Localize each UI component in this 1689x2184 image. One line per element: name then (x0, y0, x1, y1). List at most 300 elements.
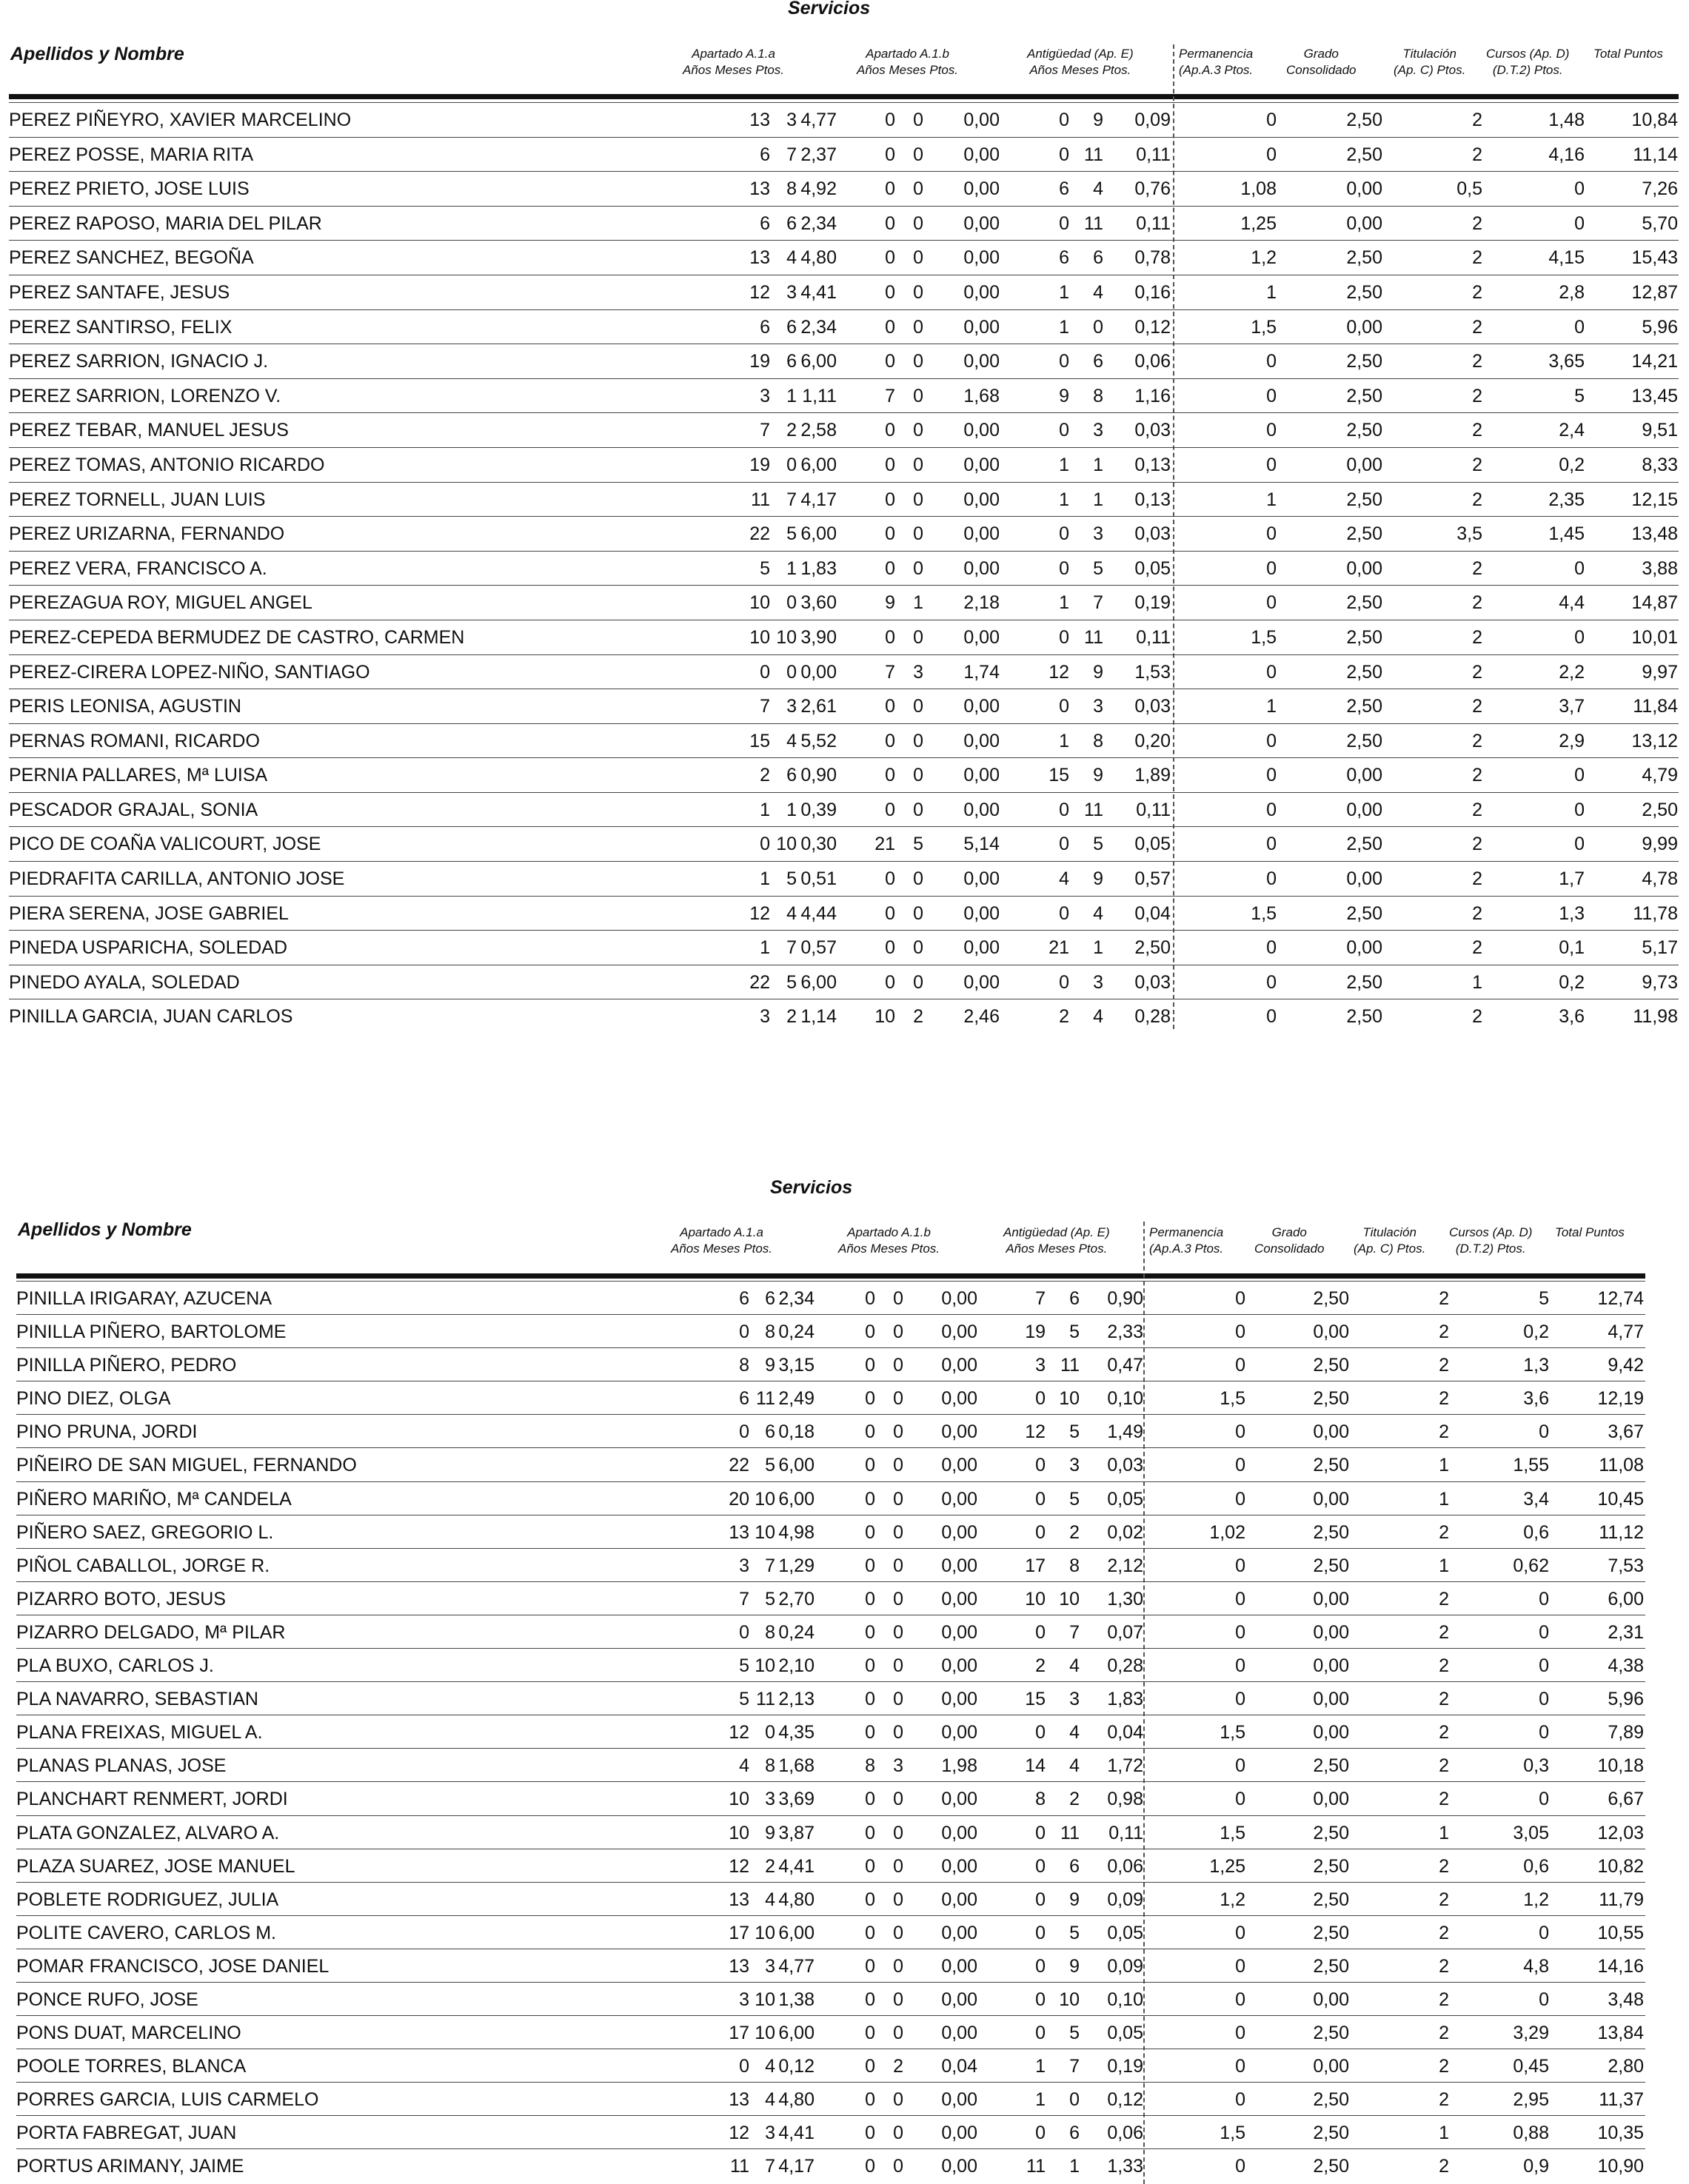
cell-total: 13,84 (1597, 2023, 1644, 2044)
cell-ant-meses: 4 (1069, 1655, 1080, 1677)
cell-a1b-meses: 0 (893, 2156, 903, 2177)
cell-permanencia: 1,2 (1251, 247, 1277, 269)
table-row (9, 757, 1679, 792)
cell-a1b-ptos: 0,00 (941, 1722, 977, 1743)
cell-total: 11,98 (1633, 1006, 1678, 1028)
cell-ant-anos: 6 (1059, 178, 1069, 200)
cell-permanencia: 1,02 (1209, 1521, 1245, 1543)
cell-total: 10,35 (1597, 2123, 1644, 2144)
cell-a1a-ptos: 2,34 (800, 316, 837, 338)
cell-total: 10,55 (1597, 1922, 1644, 1943)
cell-a1a-ptos: 3,87 (778, 1822, 815, 1843)
cell-a1b-meses: 0 (913, 489, 923, 510)
cell-ant-anos: 0 (1035, 1955, 1046, 1977)
cell-a1a-anos: 8 (739, 1355, 749, 1376)
cell-a1a-meses: 4 (765, 2056, 775, 2077)
cell-cursos: 0 (1539, 1655, 1549, 1677)
cell-cursos: 0,6 (1523, 1855, 1549, 1877)
cell-a1b-meses: 0 (893, 1855, 903, 1877)
cell-ant-ptos: 0,06 (1107, 1855, 1143, 1877)
cell-a1b-anos: 0 (865, 1955, 875, 1977)
cell-grado: 2,50 (1313, 1855, 1349, 1877)
cell-a1a-meses: 1 (786, 385, 797, 406)
cell-permanencia: 0 (1235, 1689, 1245, 1710)
cell-a1a-meses: 3 (786, 281, 797, 303)
cell-name: PONS DUAT, MARCELINO (16, 2023, 241, 2044)
cell-grado: 2,50 (1313, 1755, 1349, 1777)
cell-ant-anos: 14 (1025, 1755, 1046, 1777)
cell-ant-ptos: 1,53 (1134, 661, 1171, 683)
cell-titulacion: 2 (1472, 834, 1482, 855)
cell-ant-meses: 8 (1093, 730, 1103, 751)
cell-ant-anos: 0 (1035, 1455, 1046, 1476)
cell-a1b-anos: 0 (865, 1588, 875, 1609)
cell-a1a-meses: 4 (786, 902, 797, 924)
cell-cursos: 5 (1574, 385, 1585, 406)
cell-titulacion: 2 (1472, 730, 1482, 751)
cell-ant-meses: 5 (1069, 1322, 1080, 1343)
cell-cursos: 3,6 (1559, 1006, 1585, 1028)
cell-a1a-anos: 6 (739, 1288, 749, 1309)
cell-ant-anos: 0 (1059, 557, 1069, 579)
cell-ant-meses: 9 (1093, 110, 1103, 130)
cell-cursos: 0 (1574, 765, 1585, 786)
cell-cursos: 4,8 (1523, 1955, 1549, 1977)
cell-ant-ptos: 0,10 (1107, 1989, 1143, 2010)
cell-ant-meses: 6 (1093, 247, 1103, 269)
cell-a1a-ptos: 4,41 (778, 2123, 815, 2144)
cell-a1b-anos: 0 (885, 110, 895, 130)
cell-total: 5,96 (1642, 316, 1678, 338)
cell-a1a-meses: 6 (786, 765, 797, 786)
cell-ant-meses: 11 (1060, 1355, 1080, 1376)
cell-a1b-ptos: 0,00 (963, 420, 1000, 441)
cell-grado: 0,00 (1313, 1588, 1349, 1609)
table-body (9, 102, 1679, 1034)
cell-titulacion: 2 (1439, 1288, 1449, 1309)
cell-cursos: 0 (1539, 1989, 1549, 2010)
cell-permanencia: 0 (1235, 2056, 1245, 2077)
cell-a1a-anos: 6 (760, 212, 770, 234)
cell-a1a-meses: 7 (786, 489, 797, 510)
cell-total: 3,88 (1642, 557, 1678, 579)
cell-ant-ptos: 0,11 (1136, 144, 1171, 165)
cell-a1b-anos: 0 (885, 557, 895, 579)
cell-a1b-anos: 0 (865, 1621, 875, 1643)
cell-a1a-anos: 12 (749, 281, 770, 303)
cell-grado: 0,00 (1313, 2056, 1349, 2077)
cell-a1a-anos: 7 (760, 696, 770, 717)
cell-ant-meses: 11 (1060, 1822, 1080, 1843)
cell-a1a-anos: 1 (760, 868, 770, 890)
cell-ant-anos: 7 (1035, 1288, 1046, 1309)
cell-a1a-ptos: 3,90 (800, 626, 837, 648)
cell-name: PINILLA IRIGARAY, AZUCENA (16, 1288, 272, 1309)
cell-a1b-anos: 0 (865, 1655, 875, 1677)
cell-a1a-meses: 3 (765, 1789, 775, 1810)
cell-a1a-anos: 15 (749, 730, 770, 751)
cell-a1b-meses: 0 (913, 178, 923, 200)
cell-a1b-ptos: 0,00 (941, 1889, 977, 1910)
cell-permanencia: 0 (1235, 1355, 1245, 1376)
table-row (9, 102, 1679, 137)
cell-titulacion: 2 (1439, 1755, 1449, 1777)
cell-a1a-anos: 12 (749, 902, 770, 924)
cell-name: POBLETE RODRIGUEZ, JULIA (16, 1889, 279, 1910)
cell-total: 13,12 (1631, 730, 1678, 751)
cell-a1a-anos: 10 (729, 1789, 749, 1810)
cell-name: PINO DIEZ, OLGA (16, 1388, 171, 1410)
cell-a1a-meses: 5 (786, 971, 797, 993)
cell-permanencia: 0 (1235, 1621, 1245, 1643)
cell-a1a-ptos: 0,39 (800, 799, 837, 820)
cell-a1b-anos: 7 (885, 661, 895, 683)
cell-a1b-meses: 2 (893, 2056, 903, 2077)
table-body (16, 1281, 1645, 2183)
cell-ant-meses: 0 (1093, 316, 1103, 338)
cell-cursos: 3,7 (1559, 696, 1585, 717)
cell-total: 10,01 (1631, 626, 1678, 648)
cell-cursos: 1,3 (1523, 1355, 1549, 1376)
cell-a1a-ptos: 2,58 (800, 420, 837, 441)
cell-a1b-meses: 0 (913, 868, 923, 890)
cell-cursos: 0 (1574, 178, 1585, 200)
cell-permanencia: 0 (1235, 1989, 1245, 2010)
header-name: Apellidos y Nombre (10, 44, 184, 64)
cell-ant-meses: 2 (1069, 1521, 1080, 1543)
cell-grado: 2,50 (1313, 2023, 1349, 2044)
cell-ant-meses: 3 (1093, 696, 1103, 717)
cell-ant-anos: 1 (1035, 2089, 1046, 2111)
table-row (16, 1648, 1645, 1681)
cell-cursos: 2,8 (1559, 281, 1585, 303)
cell-a1a-ptos: 4,41 (778, 1855, 815, 1877)
cell-a1b-meses: 0 (893, 1789, 903, 1810)
cell-ant-ptos: 0,03 (1107, 1455, 1143, 1476)
cell-a1a-anos: 3 (739, 1555, 749, 1576)
cell-a1a-ptos: 4,80 (778, 1889, 815, 1910)
cell-a1a-anos: 7 (760, 420, 770, 441)
cell-a1b-ptos: 0,00 (963, 868, 1000, 890)
cell-ant-ptos: 0,03 (1134, 420, 1171, 441)
cell-total: 11,37 (1599, 2089, 1644, 2111)
cell-a1a-anos: 13 (729, 1889, 749, 1910)
cell-a1b-ptos: 0,00 (963, 316, 1000, 338)
cell-ant-anos: 10 (1025, 1588, 1046, 1609)
cell-total: 9,97 (1642, 661, 1678, 683)
cell-grado: 2,50 (1313, 1922, 1349, 1943)
cell-ant-meses: 1 (1069, 2156, 1080, 2177)
cell-a1b-anos: 0 (885, 523, 895, 545)
cell-a1a-ptos: 6,00 (800, 971, 837, 993)
cell-ant-anos: 6 (1059, 247, 1069, 269)
cell-titulacion: 2 (1439, 1588, 1449, 1609)
cell-a1b-ptos: 0,04 (941, 2056, 977, 2077)
cell-a1b-meses: 0 (913, 212, 923, 234)
cell-permanencia: 1,5 (1220, 1822, 1245, 1843)
cell-a1b-ptos: 0,00 (963, 110, 1000, 130)
cell-cursos: 0 (1574, 557, 1585, 579)
cell-grado: 2,50 (1346, 144, 1382, 165)
cell-permanencia: 1,08 (1240, 178, 1277, 200)
cell-titulacion: 2 (1472, 385, 1482, 406)
cell-a1a-ptos: 4,92 (800, 178, 837, 200)
cell-total: 9,42 (1608, 1355, 1644, 1376)
table-row (16, 1915, 1645, 1949)
cell-a1a-ptos: 4,80 (778, 2089, 815, 2111)
cell-a1b-meses: 0 (913, 799, 923, 820)
cell-titulacion: 1 (1439, 1555, 1449, 1576)
cell-permanencia: 0 (1266, 799, 1277, 820)
cell-name: PINO PRUNA, JORDI (16, 1421, 198, 1443)
cell-name: PEREZ URIZARNA, FERNANDO (9, 523, 285, 545)
cell-a1a-anos: 0 (739, 1421, 749, 1443)
cell-a1a-anos: 7 (739, 1588, 749, 1609)
cell-ant-anos: 4 (1059, 868, 1069, 890)
cell-a1a-anos: 0 (760, 661, 770, 683)
cell-a1a-meses: 8 (765, 1621, 775, 1643)
cell-a1a-meses: 6 (786, 351, 797, 372)
cell-cursos: 0,62 (1513, 1555, 1549, 1576)
cell-a1a-ptos: 6,00 (800, 523, 837, 545)
cell-a1a-ptos: 1,38 (778, 1989, 815, 2010)
cell-permanencia: 0 (1266, 661, 1277, 683)
cell-a1a-anos: 6 (760, 316, 770, 338)
cell-a1a-anos: 19 (749, 454, 770, 475)
cell-a1a-anos: 12 (729, 2123, 749, 2144)
cell-a1a-ptos: 1,11 (802, 385, 837, 406)
cell-ant-anos: 0 (1035, 1855, 1046, 1877)
cell-permanencia: 0 (1266, 557, 1277, 579)
cell-a1b-anos: 0 (885, 799, 895, 820)
cell-ant-meses: 10 (1059, 1989, 1080, 2010)
cell-ant-ptos: 0,47 (1107, 1355, 1143, 1376)
cell-a1a-ptos: 1,83 (800, 557, 837, 579)
cell-grado: 2,50 (1346, 730, 1382, 751)
cell-a1b-ptos: 0,00 (941, 1322, 977, 1343)
cell-permanencia: 0 (1235, 1789, 1245, 1810)
cell-permanencia: 1,5 (1220, 1388, 1245, 1410)
cell-name: PLATA GONZALEZ, ALVARO A. (16, 1822, 280, 1843)
cell-total: 8,33 (1642, 454, 1678, 475)
cell-a1b-anos: 8 (865, 1755, 875, 1777)
cell-total: 3,48 (1608, 1989, 1644, 2010)
table-row (16, 1481, 1645, 1515)
cell-total: 2,31 (1608, 1621, 1644, 1643)
cell-permanencia: 0 (1235, 1288, 1245, 1309)
cell-name: PINEDA USPARICHA, SOLEDAD (9, 937, 288, 959)
cell-a1b-anos: 0 (865, 1922, 875, 1943)
cell-name: PEREZ POSSE, MARIA RITA (9, 144, 254, 165)
cell-name: PONCE RUFO, JOSE (16, 1989, 198, 2010)
cell-permanencia: 0 (1235, 2156, 1245, 2177)
section-title: Servicios (770, 1177, 853, 1198)
cell-a1b-anos: 0 (865, 1722, 875, 1743)
cell-cursos: 4,4 (1559, 592, 1585, 614)
cell-ant-ptos: 0,98 (1107, 1789, 1143, 1810)
cell-name: PEREZAGUA ROY, MIGUEL ANGEL (9, 592, 312, 614)
cell-ant-meses: 7 (1069, 1621, 1080, 1643)
cell-grado: 2,50 (1346, 592, 1382, 614)
cell-ant-meses: 5 (1093, 557, 1103, 579)
cell-a1b-anos: 0 (885, 144, 895, 165)
cell-grado: 0,00 (1346, 316, 1382, 338)
cell-cursos: 0 (1574, 626, 1585, 648)
cell-grado: 0,00 (1346, 937, 1382, 959)
cell-cursos: 1,55 (1513, 1455, 1549, 1476)
cell-a1a-meses: 10 (755, 1989, 775, 2010)
cell-a1b-ptos: 0,00 (963, 730, 1000, 751)
cell-a1b-meses: 0 (893, 2023, 903, 2044)
cell-a1b-meses: 0 (893, 1621, 903, 1643)
cell-a1b-ptos: 0,00 (963, 937, 1000, 959)
cell-permanencia: 0 (1235, 1488, 1245, 1510)
table-row (9, 792, 1679, 827)
cell-permanencia: 1,5 (1251, 626, 1277, 648)
cell-ant-meses: 8 (1069, 1555, 1080, 1576)
cell-a1b-meses: 0 (893, 1889, 903, 1910)
cell-grado: 2,50 (1313, 1889, 1349, 1910)
cell-permanencia: 0 (1266, 765, 1277, 786)
cell-ant-ptos: 0,10 (1107, 1388, 1143, 1410)
cell-a1b-meses: 0 (893, 1521, 903, 1543)
cell-ant-meses: 9 (1093, 765, 1103, 786)
cell-a1b-ptos: 0,00 (941, 1355, 977, 1376)
table-row (9, 171, 1679, 206)
cell-a1a-ptos: 2,49 (778, 1388, 815, 1410)
cell-a1b-meses: 0 (913, 316, 923, 338)
cell-cursos: 0 (1539, 1588, 1549, 1609)
cell-grado: 2,50 (1313, 1388, 1349, 1410)
table-row (9, 240, 1679, 275)
cell-ant-anos: 11 (1026, 2156, 1046, 2177)
cell-ant-ptos: 0,12 (1134, 316, 1171, 338)
cell-ant-meses: 8 (1093, 385, 1103, 406)
cell-ant-ptos: 0,28 (1134, 1006, 1171, 1028)
cell-cursos: 0,2 (1523, 1322, 1549, 1343)
cell-ant-ptos: 0,12 (1107, 2089, 1143, 2111)
cell-a1b-ptos: 1,74 (963, 661, 1000, 683)
cell-a1b-meses: 0 (913, 385, 923, 406)
cell-grado: 0,00 (1346, 557, 1382, 579)
cell-total: 2,80 (1608, 2056, 1644, 2077)
cell-ant-ptos: 1,49 (1107, 1421, 1143, 1443)
cell-name: PEREZ SARRION, LORENZO V. (9, 385, 281, 406)
cell-titulacion: 2 (1472, 351, 1482, 372)
cell-total: 14,21 (1631, 351, 1678, 372)
cell-a1b-meses: 0 (913, 765, 923, 786)
cell-a1a-ptos: 2,34 (800, 212, 837, 234)
cell-a1b-meses: 0 (893, 2089, 903, 2111)
cell-titulacion: 2 (1439, 1722, 1449, 1743)
cell-a1b-meses: 0 (913, 971, 923, 993)
cell-cursos: 1,48 (1548, 110, 1585, 130)
cell-cursos: 2,2 (1559, 661, 1585, 683)
cell-permanencia: 1 (1266, 489, 1277, 510)
cell-a1a-meses: 10 (755, 2023, 775, 2044)
cell-total: 14,16 (1597, 1955, 1644, 1977)
cell-a1b-anos: 0 (885, 212, 895, 234)
cell-a1b-anos: 0 (865, 2123, 875, 2144)
cell-ant-meses: 11 (1084, 144, 1103, 165)
cell-titulacion: 2 (1472, 110, 1482, 130)
cell-ant-anos: 0 (1059, 420, 1069, 441)
cell-grado: 0,00 (1346, 212, 1382, 234)
cell-a1a-anos: 6 (760, 144, 770, 165)
cell-name: POLITE CAVERO, CARLOS M. (16, 1922, 277, 1943)
cell-a1b-meses: 0 (893, 1388, 903, 1410)
cell-permanencia: 0 (1235, 1655, 1245, 1677)
cell-total: 12,03 (1597, 1822, 1644, 1843)
header-antiguedad: Antigüedad (Ap. E) Años Meses Ptos. (1027, 47, 1134, 77)
cell-titulacion: 2 (1472, 144, 1482, 165)
cell-a1a-anos: 17 (729, 2023, 749, 2044)
cell-a1b-ptos: 0,00 (941, 1655, 977, 1677)
cell-titulacion: 2 (1472, 454, 1482, 475)
cell-a1b-ptos: 0,00 (941, 1789, 977, 1810)
cell-ant-anos: 1 (1059, 281, 1069, 303)
cell-a1b-ptos: 0,00 (963, 971, 1000, 993)
cell-total: 3,67 (1608, 1421, 1644, 1443)
cell-a1b-ptos: 0,00 (941, 1922, 977, 1943)
cell-a1a-meses: 9 (765, 1355, 775, 1376)
cell-a1a-ptos: 6,00 (778, 2023, 815, 2044)
cell-ant-ptos: 1,83 (1107, 1689, 1143, 1710)
cell-a1a-meses: 4 (765, 1889, 775, 1910)
cell-a1a-ptos: 0,90 (800, 765, 837, 786)
cell-a1a-ptos: 4,80 (800, 247, 837, 269)
cell-cursos: 0 (1539, 1789, 1549, 1810)
cell-grado: 2,50 (1346, 626, 1382, 648)
cell-ant-anos: 0 (1035, 1822, 1046, 1843)
cell-a1b-anos: 0 (865, 1689, 875, 1710)
cell-a1b-meses: 0 (913, 696, 923, 717)
cell-ant-meses: 5 (1069, 2023, 1080, 2044)
cell-ant-meses: 6 (1093, 351, 1103, 372)
cell-name: PLANCHART RENMERT, JORDI (16, 1789, 288, 1810)
cell-name: PERIS LEONISA, AGUSTIN (9, 696, 241, 717)
cell-a1a-meses: 5 (765, 1455, 775, 1476)
cell-titulacion: 1 (1439, 1488, 1449, 1510)
cell-cursos: 1,2 (1523, 1889, 1549, 1910)
cell-titulacion: 2 (1472, 316, 1482, 338)
cell-titulacion: 2 (1439, 1388, 1449, 1410)
cell-a1b-ptos: 0,00 (941, 1689, 977, 1710)
cell-a1b-meses: 0 (893, 1322, 903, 1343)
cell-a1a-ptos: 6,00 (778, 1922, 815, 1943)
cell-name: PEREZ SANTIRSO, FELIX (9, 316, 233, 338)
cell-ant-ptos: 0,28 (1107, 1655, 1143, 1677)
cell-ant-meses: 9 (1093, 868, 1103, 890)
cell-a1a-anos: 0 (739, 1621, 749, 1643)
cell-titulacion: 2 (1439, 2056, 1449, 2077)
cell-a1b-meses: 0 (913, 351, 923, 372)
table-row (16, 2015, 1645, 2049)
table-row (9, 551, 1679, 586)
cell-a1b-ptos: 0,00 (941, 1421, 977, 1443)
cell-cursos: 0 (1574, 212, 1585, 234)
cell-total: 4,78 (1642, 868, 1678, 890)
cell-ant-meses: 4 (1069, 1755, 1080, 1777)
cell-titulacion: 1 (1439, 1455, 1449, 1476)
cell-ant-anos: 8 (1035, 1789, 1046, 1810)
cell-name: PERNAS ROMANI, RICARDO (9, 730, 260, 751)
cell-a1a-ptos: 5,52 (800, 730, 837, 751)
cell-a1a-anos: 12 (729, 1855, 749, 1877)
table-row (16, 1548, 1645, 1581)
cell-total: 5,17 (1642, 937, 1678, 959)
cell-permanencia: 1,5 (1220, 1722, 1245, 1743)
